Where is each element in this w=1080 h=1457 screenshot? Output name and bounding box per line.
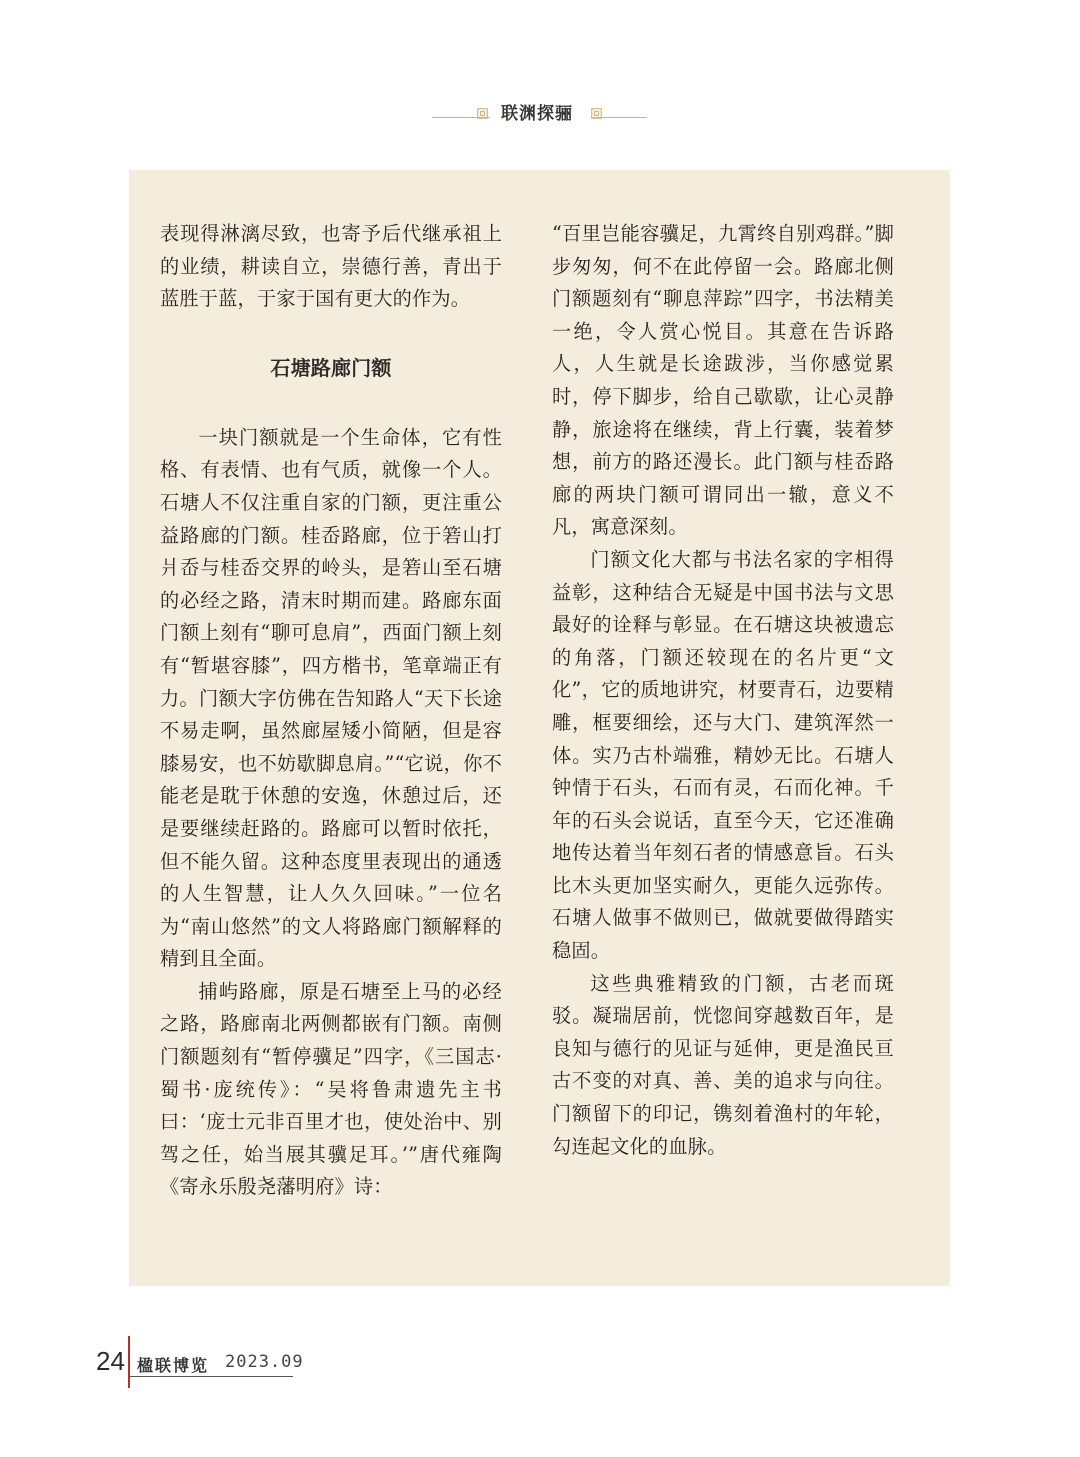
page-footer <box>0 1336 1080 1396</box>
section-title: 联渊探骊 <box>501 104 573 124</box>
paragraph: 门额文化大都与书法名家的字相得益彰，这种结合无疑是中国书法与文思最好的诠释与彰显。在石塘这块被遗忘的角落，门额还较现在的名片更“文化”，它的质地讲究，材要青石，边要精雕，框要细绘，还与大门、建筑浑然一体。实乃古朴端雅，精妙无比。石塘人钟情于石头，石而有灵，石而化神。千年的石头会说话，直至今天，它还准确地传达着当年刻石者的情感意旨。石头比木头更加坚实耐久，更能久远弥传。石塘人做事不做则已，做就要做得踏实稳固。 <box>552 547 894 963</box>
paragraph: 捕屿路廊，原是石塘至上马的必经之路，路廊南北两侧都嵌有门额。南侧门额题刻有“暂停骥足”四字，《三国志·蜀书·庞统传》：“吴将鲁肃遗先主书曰：‘庞士元非百里才也，使处治中、别驾之任，始当展其骥足耳。’”唐代雍陶《寄永乐殷尧藩明府》诗： <box>160 979 502 1199</box>
footer-underline <box>130 1376 293 1377</box>
header-ornament-icon <box>477 108 488 119</box>
issue-date: 2023.09 <box>225 1352 304 1372</box>
left-column <box>160 218 502 1204</box>
magazine-name: 楹联博览 <box>137 1356 210 1375</box>
article-panel <box>129 170 950 1286</box>
paragraph: “百里岂能容骥足，九霄终自别鸡群。”脚步匆匆，何不在此停留一会。路廊北侧门额题刻有“聊息萍踪”四字，书法精美一绝，令人赏心悦目。其意在告诉路人，人生就是长途跋涉，当你感觉累时，停下脚步，给自己歇歇，让心灵静静，旅途将在继续，背上行囊，装着梦想，前方的路还漫长。此门额与桂岙路廊的两块门额可谓同出一辙，意义不凡，寓意深刻。 <box>552 222 894 539</box>
paragraph: 表现得淋漓尽致，也寄予后代继承祖上的业绩，耕读自立，崇德行善，青出于蓝胜于蓝，于家于国有更大的作为。 <box>160 222 502 311</box>
page-number: 24 <box>96 1346 125 1376</box>
right-column <box>552 218 894 1163</box>
paragraph: 这些典雅精致的门额，古老而斑驳。凝瑞居前，恍惚间穿越数百年，是良知与德行的见证与延伸，更是渔民亘古不变的对真、善、美的追求与向往。门额留下的印记，镌刻着渔村的年轮，勾连起文化的血脉。 <box>552 971 894 1158</box>
paragraph: 一块门额就是一个生命体，它有性格、有表情、也有气质，就像一个人。石塘人不仅注重自家的门额，更注重公益路廊的门额。桂岙路廊，位于箬山打爿岙与桂岙交界的岭头，是箬山至石塘的必经之路，清末时期而建。路廊东面门额上刻有“聊可息肩”，西面门额上刻有“暂堪容膝”，四方楷书，笔章端正有力。门额大字仿佛在告知路人“天下长途不易走啊，虽然廊屋矮小简陋，但是容膝易安，也不妨歇脚息肩。”“它说，你不能老是耽于休憩的安逸，休憩过后，还是要继续赶路的。路廊可以暂时依托，但不能久留。这种态度里表现出的通透的人生智慧，让人久久回味。”一位名为“南山悠然”的文人将路廊门额解释的精到且全面。 <box>160 425 502 971</box>
page-header <box>0 96 1080 126</box>
footer-divider <box>128 1336 130 1388</box>
header-rule-right <box>593 117 647 118</box>
section-subheading: 石塘路廊门额 <box>270 355 392 380</box>
